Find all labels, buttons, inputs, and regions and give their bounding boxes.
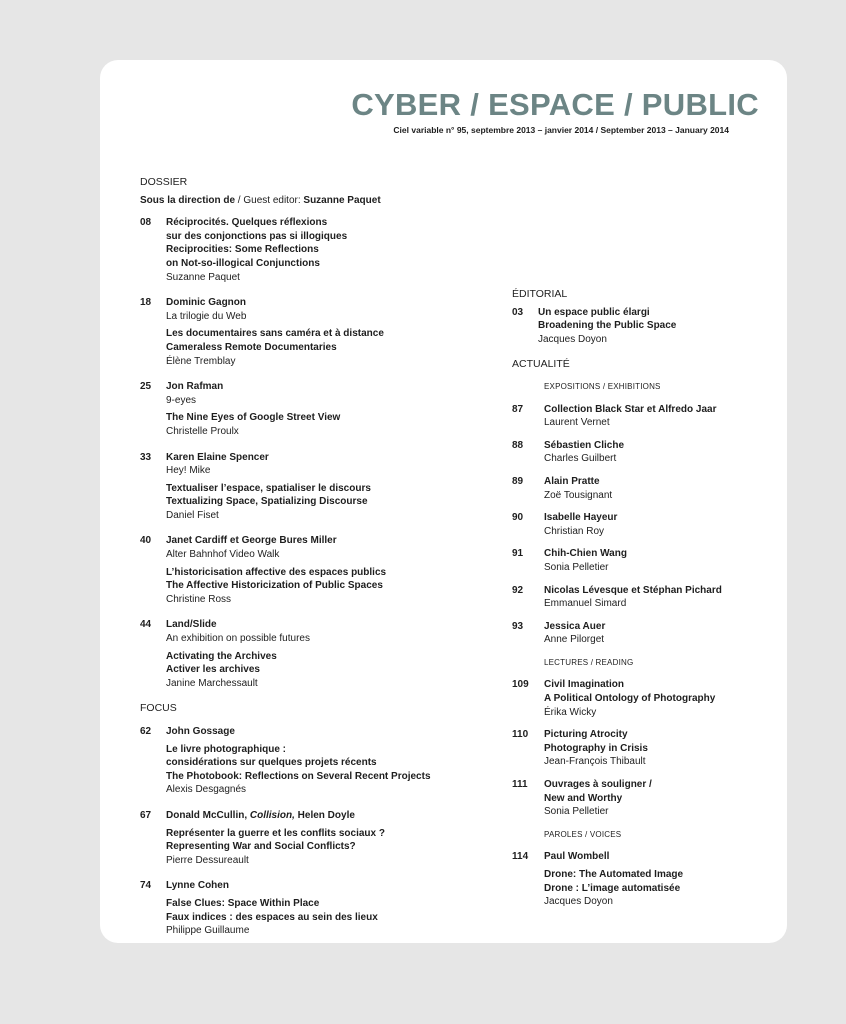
toc-entry[interactable] (512, 439, 774, 466)
page-number: 92 (512, 584, 524, 596)
entry-title: Photography in Crisis (544, 742, 648, 754)
artist-name: Donald McCullin, (166, 809, 250, 821)
page-number: 110 (512, 729, 529, 741)
entry-artist: John Gossage (166, 726, 235, 737)
page-number: 40 (140, 535, 152, 547)
entry-author: Jacques Doyon (538, 333, 607, 345)
entry-author: Christine Ross (166, 593, 232, 605)
entry-work: 9-eyes (166, 394, 197, 406)
entry-artist: Dominic Gagnon (166, 297, 246, 309)
entry-author: Laurent Vernet (544, 417, 610, 429)
right-column (512, 288, 774, 918)
entry-title: Activer les archives (166, 664, 260, 676)
page-number: 89 (512, 475, 524, 487)
page-number: 114 (512, 851, 529, 863)
toc-entry[interactable] (512, 620, 774, 647)
section-heading-actualite: ACTUALITÉ (512, 358, 570, 371)
entry-author: Sonia Pelletier (544, 561, 609, 573)
entry-title: considérations sur quelques projets récents (166, 757, 377, 769)
page-number: 25 (140, 381, 152, 393)
toc-entry[interactable] (512, 403, 774, 430)
artist-name: Helen Doyle (294, 809, 355, 821)
entry-author: Zoë Tousignant (544, 489, 613, 501)
entry-author: Pierre Dessureault (166, 854, 249, 866)
entry-author: Élène Tremblay (166, 355, 236, 367)
entry-title: Faux indices : des espaces au sein des lieux (166, 911, 378, 923)
page-number: 67 (140, 809, 152, 821)
page-number: 111 (512, 779, 528, 791)
toc-entry[interactable] (140, 216, 460, 284)
entry-title: Picturing Atrocity (544, 729, 628, 741)
entry-title: Textualiser l’espace, spatialiser le discours (166, 482, 371, 494)
toc-entry[interactable] (140, 618, 460, 690)
toc-entry[interactable] (512, 584, 774, 611)
page-number: 93 (512, 620, 524, 632)
page-number: 03 (512, 306, 524, 318)
page-number: 18 (140, 297, 152, 309)
contents-page (100, 60, 787, 943)
entry-title: Ouvrages à souligner / (544, 779, 652, 791)
subsection-paroles: PAROLES / VOICES (544, 829, 622, 839)
toc-entry[interactable] (512, 306, 774, 347)
entry-artist: Lynne Cohen (166, 880, 229, 892)
entry-title: Cameraless Remote Documentaries (166, 341, 337, 353)
entry-title: False Clues: Space Within Place (166, 897, 320, 909)
editor-name: Suzanne Paquet (303, 194, 381, 206)
entry-title: A Political Ontology of Photography (544, 693, 716, 705)
page-number: 33 (140, 451, 152, 463)
entry-author: Christelle Proulx (166, 425, 239, 437)
entry-author: Charles Guilbert (544, 453, 617, 465)
entry-artist (166, 809, 460, 823)
entry-title: Reciprocities: Some Reflections (166, 244, 319, 256)
entry-author: Emmanuel Simard (544, 598, 627, 610)
entry-author: Jacques Doyon (544, 896, 613, 908)
work-title: Collision, (249, 809, 295, 821)
toc-entry[interactable] (140, 451, 460, 523)
entry-title: Sébastien Cliche (544, 439, 625, 451)
entry-title: sur des conjonctions pas si illogiques (166, 230, 348, 242)
entry-title: Jessica Auer (544, 620, 606, 632)
entry-author: Christian Roy (544, 525, 605, 537)
entry-title: The Photobook: Reflections on Several Recent Projects (166, 770, 431, 782)
entry-author: Érika Wicky (544, 706, 597, 718)
entry-title: Un espace public élargi (538, 306, 650, 318)
page-number: 109 (512, 679, 529, 691)
entry-title: Activating the Archives (166, 650, 277, 662)
entry-title: on Not-so-illogical Conjunctions (166, 257, 320, 269)
entry-title: Réciprocités. Quelques réflexions (166, 217, 328, 229)
toc-entry[interactable] (512, 728, 774, 769)
page-number: 88 (512, 439, 524, 451)
entry-title: The Nine Eyes of Google Street View (166, 412, 341, 424)
entry-author: Janine Marchessault (166, 677, 258, 689)
page-number: 74 (140, 880, 152, 892)
toc-entry[interactable] (512, 850, 774, 908)
section-heading-focus: FOCUS (140, 702, 177, 715)
entry-title: Les documentaires sans caméra et à distance (166, 328, 384, 340)
entry-title: Alain Pratte (544, 475, 600, 487)
page-number: 62 (140, 726, 152, 737)
entry-title: Isabelle Hayeur (544, 512, 618, 524)
entry-title: Chih-Chien Wang (544, 548, 627, 560)
editor-guest-label: / Guest editor: (235, 194, 304, 206)
subsection-lectures: LECTURES / READING (544, 657, 634, 667)
entry-artist: Jon Rafman (166, 381, 224, 393)
toc-entry[interactable] (512, 475, 774, 502)
entry-title: Drone : L’image automatisée (544, 882, 681, 894)
toc-entry[interactable] (140, 809, 460, 867)
magazine-title: CYBER / ESPACE / PUBLIC (351, 87, 759, 122)
entry-title: Textualizing Space, Spatializing Discourse (166, 496, 368, 508)
entry-title: Broadening the Public Space (538, 320, 677, 332)
page-number: 44 (140, 619, 152, 631)
entry-title: Civil Imagination (544, 679, 625, 691)
toc-entry[interactable] (140, 725, 460, 797)
toc-entry[interactable] (140, 380, 460, 438)
page-number: 91 (512, 548, 524, 560)
entry-artist: Karen Elaine Spencer (166, 451, 269, 463)
guest-editor-line (140, 194, 460, 208)
toc-entry[interactable] (140, 879, 460, 937)
toc-entry[interactable] (140, 534, 460, 606)
toc-entry[interactable] (140, 296, 460, 368)
issue-subtitle: Ciel variable n° 95, septembre 2013 – janvier 2014 / September 2013 – January 2014 (393, 125, 729, 135)
page-number: 08 (140, 217, 152, 229)
entry-title: Représenter la guerre et les conflits sociaux ? (166, 827, 385, 839)
entry-artist: Paul Wombell (544, 851, 610, 863)
entry-author: Philippe Guillaume (166, 925, 250, 937)
page-number: 90 (512, 512, 524, 524)
entry-title: The Affective Historicization of Public Spaces (166, 580, 383, 592)
toc-entry[interactable] (512, 678, 774, 719)
entry-author: Daniel Fiset (166, 509, 219, 521)
entry-work: Alter Bahnhof Video Walk (166, 549, 280, 561)
entry-title: L’historicisation affective des espaces publics (166, 566, 387, 578)
entry-title: New and Worthy (544, 792, 623, 804)
toc-entry[interactable] (512, 511, 774, 538)
subsection-expositions: EXPOSITIONS / EXHIBITIONS (544, 381, 661, 391)
entry-work: Hey! Mike (166, 465, 211, 477)
editor-prefix: Sous la direction de (140, 194, 236, 206)
entry-title: Le livre photographique : (166, 743, 287, 755)
entry-title: Collection Black Star et Alfredo Jaar (544, 403, 717, 415)
section-heading-dossier: DOSSIER (140, 176, 188, 188)
entry-title: Drone: The Automated Image (544, 869, 684, 880)
toc-entry[interactable] (512, 778, 774, 819)
entry-author: Suzanne Paquet (166, 271, 240, 283)
entry-title: Nicolas Lévesque et Stéphan Pichard (544, 584, 722, 596)
section-heading-editorial: ÉDITORIAL (512, 288, 568, 300)
entry-artist: Janet Cardiff et George Bures Miller (166, 535, 337, 547)
entry-author: Anne Pilorget (544, 634, 605, 646)
entry-artist: Land/Slide (166, 619, 217, 631)
entry-title: Representing War and Social Conflicts? (166, 841, 356, 853)
entry-author: Alexis Desgagnés (166, 784, 247, 796)
entry-work: An exhibition on possible futures (166, 633, 310, 645)
entry-author: Sonia Pelletier (544, 806, 609, 818)
page-number: 87 (512, 403, 524, 415)
entry-work: La trilogie du Web (166, 310, 247, 322)
left-column (140, 176, 460, 950)
entry-author: Jean-François Thibault (544, 756, 646, 768)
toc-entry[interactable] (512, 547, 774, 574)
